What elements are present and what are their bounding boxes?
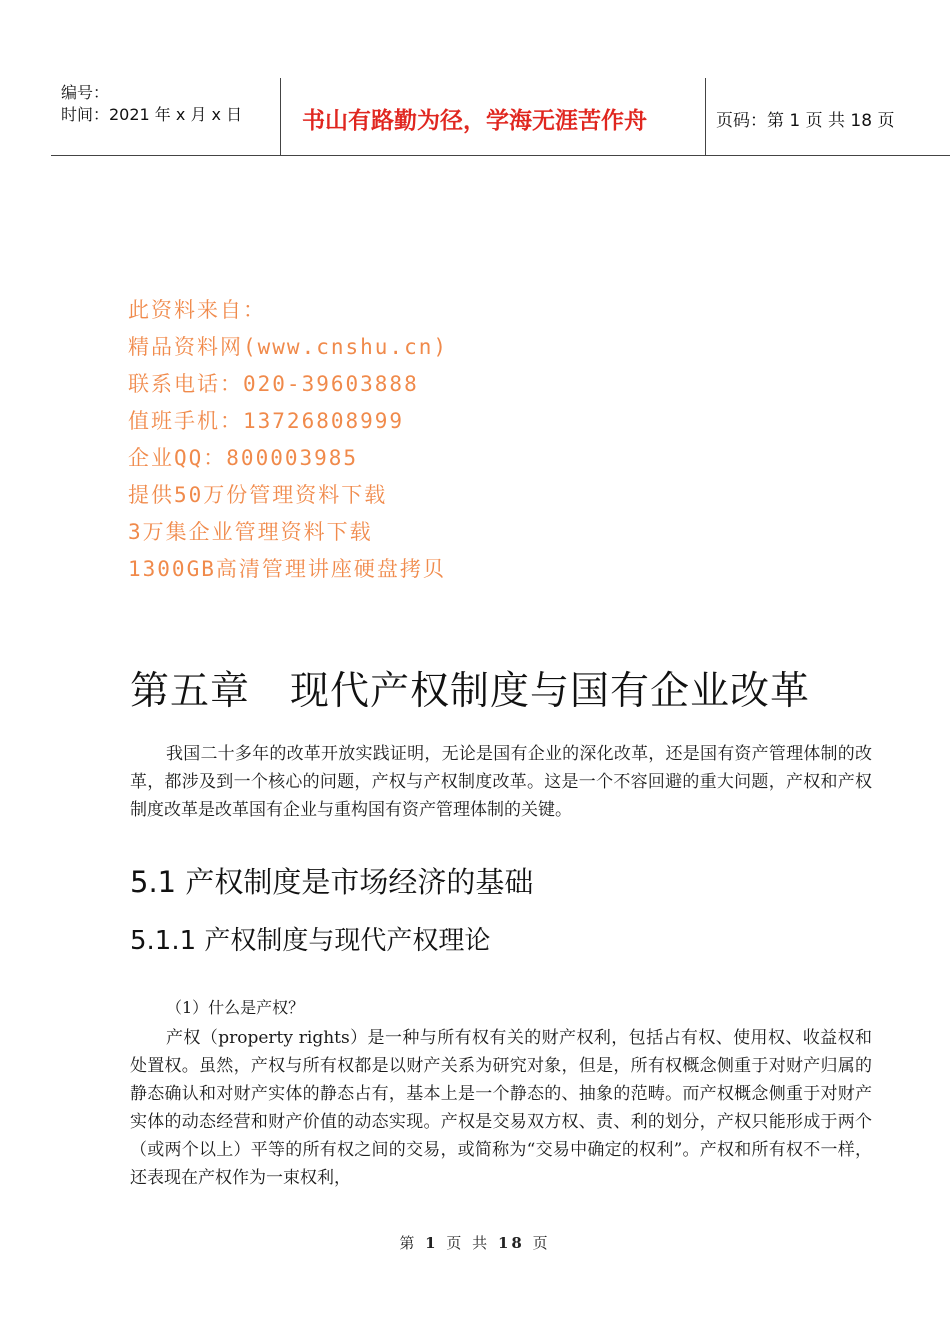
chapter-title: 现代产权制度与国有企业改革 bbox=[290, 669, 811, 714]
footer-page-number: 1 bbox=[425, 1234, 439, 1252]
header-meta-cell bbox=[51, 78, 281, 155]
section-heading: 5.1 产权制度是市场经济的基础 bbox=[130, 865, 534, 899]
footer-suffix: 页 bbox=[532, 1234, 551, 1252]
header-page-cell bbox=[706, 78, 950, 155]
document-time-label: 时间：2021 年 x 月 x 日 bbox=[61, 105, 243, 124]
footer-middle: 页 共 bbox=[446, 1234, 491, 1252]
header-page-number: 页码：第 1 页 共 18 页 bbox=[716, 111, 895, 131]
chapter-number: 第五章 bbox=[130, 669, 251, 714]
promo-line: 联系电话：020-39603888 bbox=[128, 372, 419, 396]
promo-line: 值班手机：13726808999 bbox=[128, 409, 405, 433]
footer-total-pages: 18 bbox=[497, 1234, 525, 1252]
footer-prefix: 第 bbox=[399, 1234, 418, 1252]
intro-paragraph: 我国二十多年的改革开放实践证明，无论是国有企业的深化改革，还是国有资产管理体制的改革，都涉及到一个核心的问题，产权与产权制度改革。这是一个不容回避的重大问题，产权和产权制度改革是改革国有企业与重构国有资产管理体制的关键。 bbox=[130, 744, 872, 820]
promo-line: 企业QQ：800003985 bbox=[128, 446, 359, 470]
promo-line: 此资料来自： bbox=[128, 298, 266, 322]
promo-line: 1300GB高清管理讲座硬盘拷贝 bbox=[128, 557, 446, 581]
chapter-heading bbox=[130, 660, 810, 716]
promo-line: 提供50万份管理资料下载 bbox=[128, 483, 388, 507]
header-motto: 书山有路勤为径，学海无涯苦作舟 bbox=[302, 108, 647, 134]
subsection-heading: 5.1.1 产权制度与现代产权理论 bbox=[130, 926, 491, 956]
question-heading: （1）什么是产权？ bbox=[166, 998, 305, 1017]
page-footer bbox=[0, 1232, 950, 1253]
page-header bbox=[51, 78, 950, 156]
promo-line: 精品资料网(www.cnshu.cn) bbox=[128, 335, 449, 359]
promo-line: 3万集企业管理资料下载 bbox=[128, 520, 373, 544]
promo-block bbox=[128, 292, 448, 588]
header-motto-cell bbox=[280, 78, 706, 155]
document-id-label: 编号： bbox=[61, 83, 110, 102]
body-paragraph: 产权（property rights）是一种与所有权有关的财产权利，包括占有权、使用权、收益权和处置权。虽然，产权与所有权都是以财产关系为研究对象，但是，所有权概念侧重于对财产归属的静态确认和对财产实体的静态占有，基本上是一个静态的、抽象的范畴。而产权概念侧重于对财产实体的动态经营和财产价值的动态实现。产权是交易双方权、责、利的划分，产权只能形成于两个（或两个以上）平等的所有权之间的交易，或简称为“交易中确定的权利”。产权和所有权不一样，还表现在产权作为一束权利， bbox=[130, 1028, 872, 1188]
